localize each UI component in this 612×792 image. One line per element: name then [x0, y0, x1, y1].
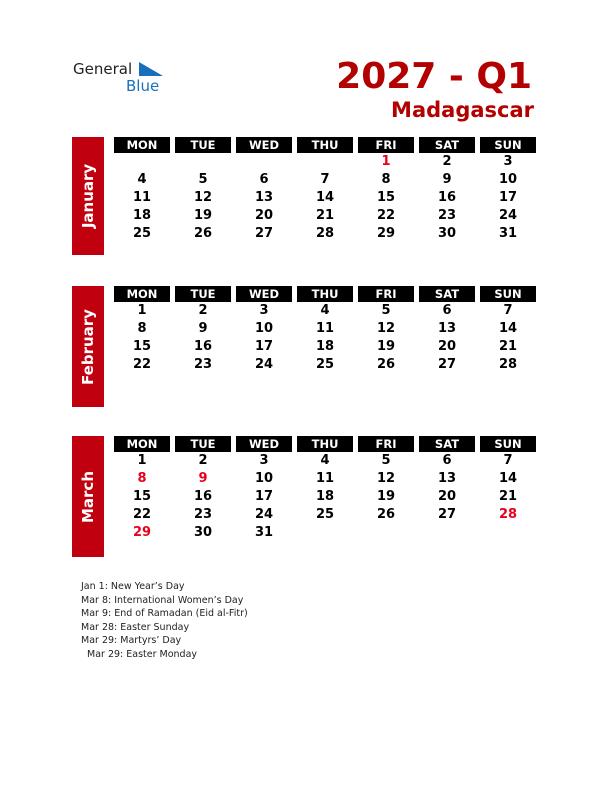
day-cell: 1: [137, 303, 147, 318]
day-cell: 18: [315, 339, 335, 354]
day-cell: 2: [198, 303, 208, 318]
week-row: [114, 338, 539, 356]
day-cell: 5: [198, 172, 208, 187]
weekday-header: SUN: [480, 137, 536, 153]
day-cell: 6: [442, 453, 452, 468]
day-cell: 7: [503, 303, 513, 318]
weekday-header: WED: [236, 137, 292, 153]
week-row: [114, 225, 539, 243]
weekday-header: THU: [297, 436, 353, 452]
weekday-header: TUE: [175, 436, 231, 452]
day-cell: 20: [254, 208, 274, 223]
day-cell: 16: [193, 339, 213, 354]
week-row: [114, 153, 539, 171]
day-cell: 28: [498, 507, 518, 522]
holiday-list: [81, 580, 248, 661]
day-cell: 19: [376, 489, 396, 504]
weekday-header: SAT: [419, 286, 475, 302]
day-cell: 25: [315, 357, 335, 372]
day-cell: 22: [132, 507, 152, 522]
country-name: Madagascar: [391, 98, 534, 122]
day-cell: 27: [254, 226, 274, 241]
week-row: [114, 470, 539, 488]
week-row: [114, 171, 539, 189]
day-cell: 14: [315, 190, 335, 205]
week-row: [114, 488, 539, 506]
weekday-header: TUE: [175, 286, 231, 302]
day-cell: 12: [376, 471, 396, 486]
day-cell: 5: [381, 303, 391, 318]
weekday-header: MON: [114, 286, 170, 302]
generalblue-logo: [73, 60, 173, 96]
day-cell: 4: [320, 303, 330, 318]
day-cell: 10: [498, 172, 518, 187]
day-cell: 21: [498, 339, 518, 354]
day-cell: 6: [259, 172, 269, 187]
day-cell: 10: [254, 321, 274, 336]
holiday-item: Jan 1: New Year’s Day: [81, 581, 185, 592]
month-label-tab: [72, 137, 104, 255]
day-cell: 8: [381, 172, 391, 187]
day-cell: 25: [132, 226, 152, 241]
logo-text-blue: Blue: [126, 77, 160, 95]
day-cell: 31: [254, 525, 274, 540]
day-cell: 29: [132, 525, 152, 540]
day-cell: 1: [137, 453, 147, 468]
calendar-grid: [114, 286, 539, 374]
day-cell: 9: [198, 321, 208, 336]
empty-day-cell: [419, 524, 475, 542]
week-row: [114, 506, 539, 524]
weekday-header-row: [114, 286, 539, 302]
holiday-item: Mar 29: Martyrs’ Day: [81, 635, 182, 646]
weekday-header-row: [114, 137, 539, 153]
day-cell: 13: [437, 471, 457, 486]
month-name: January: [79, 163, 97, 229]
logo-text-general: General: [73, 60, 133, 78]
day-cell: 23: [437, 208, 457, 223]
day-cell: 16: [437, 190, 457, 205]
week-row: [114, 320, 539, 338]
day-cell: 23: [193, 357, 213, 372]
month-name: February: [79, 308, 97, 385]
day-cell: 15: [132, 489, 152, 504]
month-block-february: [72, 286, 539, 407]
day-cell: 22: [132, 357, 152, 372]
day-cell: 26: [193, 226, 213, 241]
month-label-tab: [72, 286, 104, 407]
day-cell: 20: [437, 489, 457, 504]
day-cell: 19: [193, 208, 213, 223]
day-cell: 8: [137, 321, 147, 336]
month-block-march: [72, 436, 539, 557]
day-cell: 16: [193, 489, 213, 504]
weekday-header: THU: [297, 137, 353, 153]
day-cell: 23: [193, 507, 213, 522]
weekday-header: TUE: [175, 137, 231, 153]
day-cell: 17: [254, 489, 274, 504]
day-cell: 5: [381, 453, 391, 468]
day-cell: 30: [437, 226, 457, 241]
empty-day-cell: [297, 153, 353, 171]
weekday-header: WED: [236, 286, 292, 302]
holiday-item: Mar 9: End of Ramadan (Eid al-Fitr): [81, 608, 248, 619]
empty-day-cell: [480, 524, 536, 542]
weekday-header: FRI: [358, 137, 414, 153]
day-cell: 13: [254, 190, 274, 205]
calendar-grid: [114, 436, 539, 542]
day-cell: 31: [498, 226, 518, 241]
day-cell: 21: [498, 489, 518, 504]
day-cell: 26: [376, 357, 396, 372]
day-cell: 4: [320, 453, 330, 468]
day-cell: 26: [376, 507, 396, 522]
weekday-header: SUN: [480, 286, 536, 302]
weekday-header: SAT: [419, 436, 475, 452]
month-label-tab: [72, 436, 104, 557]
day-cell: 25: [315, 507, 335, 522]
holiday-item: Mar 29: Easter Monday: [87, 648, 198, 660]
day-cell: 3: [259, 303, 269, 318]
day-cell: 17: [254, 339, 274, 354]
day-cell: 13: [437, 321, 457, 336]
day-cell: 12: [193, 190, 213, 205]
calendar-grid: [114, 137, 539, 243]
day-cell: 30: [193, 525, 213, 540]
day-cell: 7: [503, 453, 513, 468]
empty-day-cell: [236, 153, 292, 171]
weekday-header: WED: [236, 436, 292, 452]
day-cell: 3: [503, 154, 513, 169]
weekday-header-row: [114, 436, 539, 452]
day-cell: 20: [437, 339, 457, 354]
day-cell: 24: [254, 357, 274, 372]
month-block-january: [72, 137, 539, 255]
day-cell: 18: [315, 489, 335, 504]
day-cell: 21: [315, 208, 335, 223]
day-cell: 14: [498, 321, 518, 336]
week-row: [114, 524, 539, 542]
weekday-header: FRI: [358, 436, 414, 452]
day-cell: 24: [498, 208, 518, 223]
logo-triangle-icon: [139, 62, 163, 76]
day-cell: 15: [132, 339, 152, 354]
empty-day-cell: [114, 153, 170, 171]
day-cell: 17: [498, 190, 518, 205]
day-cell: 9: [442, 172, 452, 187]
day-cell: 2: [198, 453, 208, 468]
page-title: 2027 - Q1: [336, 56, 532, 97]
week-row: [114, 356, 539, 374]
holiday-item: Mar 8: International Women’s Day: [81, 594, 244, 606]
day-cell: 29: [376, 226, 396, 241]
day-cell: 10: [254, 471, 274, 486]
day-cell: 8: [137, 471, 147, 486]
weekday-header: FRI: [358, 286, 414, 302]
month-name: March: [79, 470, 97, 523]
day-cell: 1: [381, 154, 391, 169]
day-cell: 9: [198, 471, 208, 486]
day-cell: 4: [137, 172, 147, 187]
day-cell: 11: [315, 321, 335, 336]
week-row: [114, 189, 539, 207]
day-cell: 19: [376, 339, 396, 354]
weekday-header: THU: [297, 286, 353, 302]
day-cell: 11: [315, 471, 335, 486]
day-cell: 7: [320, 172, 330, 187]
empty-day-cell: [297, 524, 353, 542]
day-cell: 27: [437, 357, 457, 372]
week-row: [114, 302, 539, 320]
day-cell: 3: [259, 453, 269, 468]
weekday-header: SAT: [419, 137, 475, 153]
day-cell: 14: [498, 471, 518, 486]
holiday-item: Mar 28: Easter Sunday: [81, 621, 190, 633]
day-cell: 12: [376, 321, 396, 336]
weekday-header: MON: [114, 436, 170, 452]
weekday-header: SUN: [480, 436, 536, 452]
day-cell: 2: [442, 154, 452, 169]
day-cell: 15: [376, 190, 396, 205]
day-cell: 24: [254, 507, 274, 522]
empty-day-cell: [358, 524, 414, 542]
weekday-header: MON: [114, 137, 170, 153]
empty-day-cell: [175, 153, 231, 171]
day-cell: 28: [315, 226, 335, 241]
day-cell: 27: [437, 507, 457, 522]
week-row: [114, 207, 539, 225]
day-cell: 28: [498, 357, 518, 372]
day-cell: 22: [376, 208, 396, 223]
day-cell: 6: [442, 303, 452, 318]
week-row: [114, 452, 539, 470]
day-cell: 11: [132, 190, 152, 205]
day-cell: 18: [132, 208, 152, 223]
